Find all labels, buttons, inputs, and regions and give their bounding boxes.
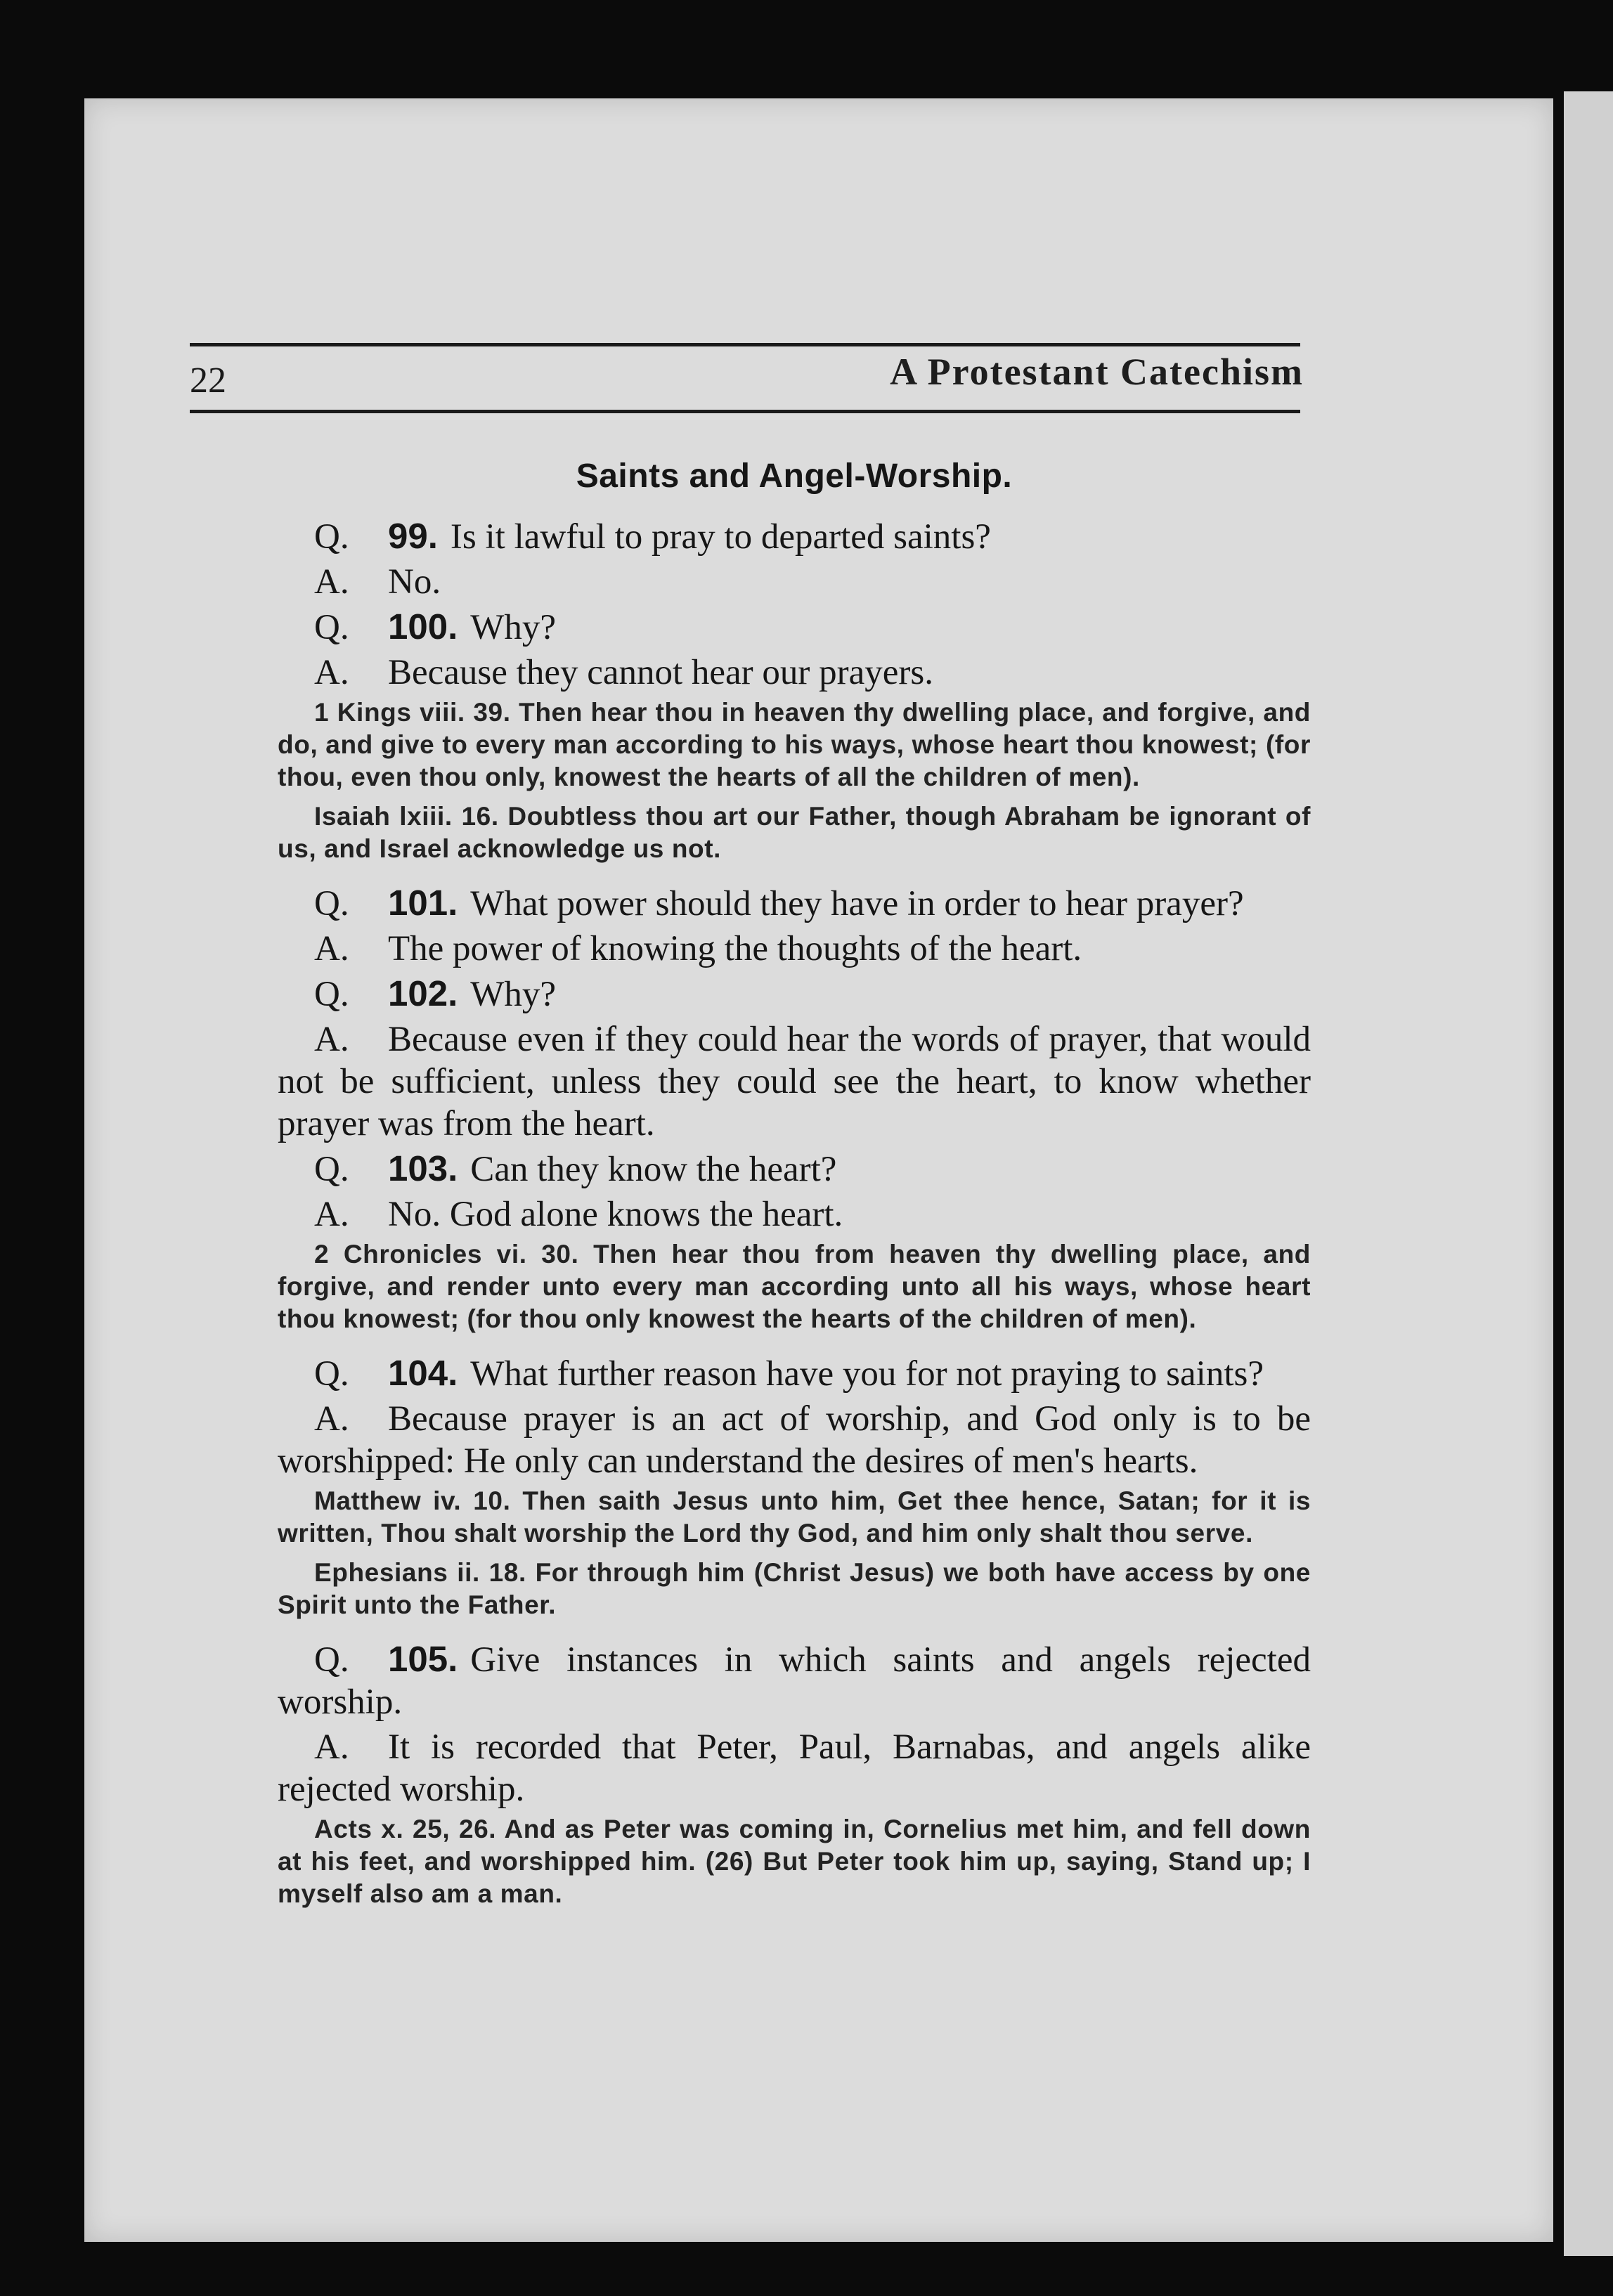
answer: [278, 1018, 1311, 1145]
question-label: Q.: [314, 608, 349, 647]
question-text: Can they know the heart?: [470, 1150, 837, 1189]
question-label: Q.: [314, 1150, 349, 1189]
answer: [278, 1193, 1311, 1235]
page-number: 22: [190, 361, 226, 401]
answer-label: A.: [314, 653, 349, 692]
question: [278, 1352, 1311, 1395]
question-text: Is it lawful to pray to departed saints?: [450, 517, 991, 557]
question-label: Q.: [314, 1354, 349, 1394]
answer-label: A.: [314, 1020, 349, 1059]
spacer: [278, 1342, 1311, 1352]
question-label: Q.: [314, 1640, 349, 1680]
catechism-text: [278, 457, 1311, 1917]
question: [278, 1148, 1311, 1191]
question-text: What power should they have in order to hear prayer?: [470, 884, 1244, 923]
spacer: [278, 1628, 1311, 1638]
question-text: What further reason have you for not praying to saints?: [470, 1354, 1264, 1394]
question: [278, 882, 1311, 925]
header-rule-top: [190, 343, 1300, 346]
answer-text: The power of knowing the thoughts of the heart.: [388, 929, 1082, 968]
answer: [278, 928, 1311, 970]
answer-text: It is recorded that Peter, Paul, Barnabas, and angels alike rejected worship.: [278, 1727, 1311, 1809]
running-title: A Protestant Catechism: [890, 351, 1304, 393]
answer-text: Because even if they could hear the words of prayer, that would not be sufficient, unless they could see the heart, to know whether prayer was from the heart.: [278, 1020, 1311, 1143]
facing-page-edge: [1564, 91, 1613, 2256]
question-label: Q.: [314, 975, 349, 1014]
scripture-reference: 1 Kings viii. 39. Then hear thou in heaven thy dwelling place, and forgive, and do, and give to every man according to his ways, whose heart thou knowest; (for thou, even thou only, knowest the hearts of all the children of men).: [278, 698, 1311, 791]
scripture-reference: 2 Chronicles vi. 30. Then hear thou from heaven thy dwelling place, and forgive, and render unto every man according unto all his ways, whose heart thou knowest; (for thou only knowest the hearts of the children of men).: [278, 1240, 1311, 1333]
answer: [278, 651, 1311, 694]
question-label: Q.: [314, 884, 349, 923]
question: [278, 606, 1311, 649]
question-number: 104.: [388, 1353, 458, 1393]
spacer: [278, 872, 1311, 882]
question: [278, 1638, 1311, 1723]
question-number: 102.: [388, 973, 458, 1013]
answer-text: Because prayer is an act of worship, and God only is to be worshipped: He only can understand the desires of men's hearts.: [278, 1399, 1311, 1481]
answer-text: No.: [388, 562, 441, 602]
answer: [278, 1726, 1311, 1810]
entries-list: [278, 515, 1311, 1910]
scripture-reference: Matthew iv. 10. Then saith Jesus unto him, Get thee hence, Satan; for it is written, Thou shalt worship the Lord thy God, and him only shalt thou serve.: [278, 1486, 1311, 1548]
section-title: Saints and Angel-Worship.: [576, 458, 1013, 495]
scripture-reference: Isaiah lxiii. 16. Doubtless thou art our Father, though Abraham be ignorant of us, and Israel acknowledge us not.: [278, 802, 1311, 863]
answer: [278, 1398, 1311, 1482]
question-number: 101.: [388, 883, 458, 923]
question-number: 100.: [388, 607, 458, 647]
question-label: Q.: [314, 517, 349, 557]
question-text: Give instances in which saints and angels rejected worship.: [278, 1640, 1311, 1722]
question-text: Why?: [470, 975, 557, 1014]
question-text: Why?: [470, 608, 557, 647]
question-number: 99.: [388, 516, 438, 556]
answer-text: Because they cannot hear our prayers.: [388, 653, 933, 692]
scripture-reference: Acts x. 25, 26. And as Peter was coming in, Cornelius met him, and fell down at his feet, and worshipped him. (26) But Peter took him up, saying, Stand up; I myself also am a man.: [278, 1815, 1311, 1908]
answer-label: A.: [314, 929, 349, 968]
answer-label: A.: [314, 1727, 349, 1767]
question-number: 103.: [388, 1148, 458, 1188]
answer-label: A.: [314, 562, 349, 602]
answer: [278, 561, 1311, 603]
question: [278, 515, 1311, 558]
header-rule-bottom: [190, 410, 1300, 413]
answer-text: No. God alone knows the heart.: [388, 1195, 843, 1234]
scripture-reference: Ephesians ii. 18. For through him (Christ Jesus) we both have access by one Spirit unto the Father.: [278, 1558, 1311, 1619]
answer-label: A.: [314, 1399, 349, 1439]
question: [278, 973, 1311, 1016]
answer-label: A.: [314, 1195, 349, 1234]
question-number: 105.: [388, 1639, 458, 1679]
